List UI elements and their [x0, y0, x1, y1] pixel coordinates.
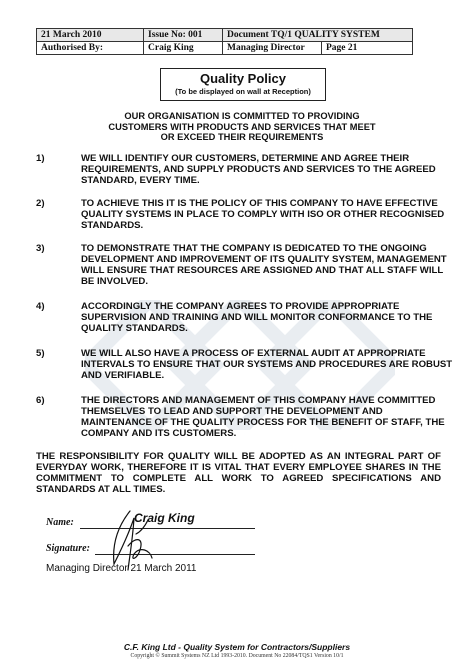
footer-title: C.F. King Ltd - Quality System for Contractors/Suppliers: [123, 642, 351, 652]
title-box: [160, 68, 326, 101]
document-header-table: [36, 28, 413, 55]
header-role: Managing Director: [223, 42, 322, 55]
signature-label: Signature:: [46, 543, 90, 554]
policy-item-text: WE WILL ALSO HAVE A PROCESS OF EXTERNAL AUDIT AT APPROPRIATE INTERVALS TO ENSURE THAT OUR SYSTEMS AND PROCEDURES ARE ROBUST AND VERIFIABLE.: [81, 348, 453, 381]
policy-item-number: 5): [36, 348, 45, 359]
footer-copyright: Copyright © Summit Systems NZ Ltd 1993-2010. Document No 22084/TQS1 Version 10/1: [130, 653, 344, 659]
signatory-name: Craig King: [134, 511, 195, 525]
page-title: Quality Policy: [200, 71, 286, 86]
page-subtitle: (To be displayed on wall at Reception): [175, 87, 311, 96]
policy-item-number: 6): [36, 395, 45, 406]
header-issue-no: Issue No: 001: [144, 29, 223, 42]
name-label: Name:: [46, 517, 74, 528]
header-date: 21 March 2010: [37, 29, 144, 42]
header-page: Page 21: [322, 42, 413, 55]
header-authorised-by: Craig King: [144, 42, 223, 55]
policy-item-number: 4): [36, 301, 45, 312]
header-authorised-by-label: Authorised By:: [37, 42, 144, 55]
policy-item-text: ACCORDINGLY THE COMPANY AGREES TO PROVIDE APPROPRIATE SUPERVISION AND TRAINING AND WILL MONITOR CONFORMANCE TO THE QUALITY STANDARDS.: [81, 301, 433, 334]
intro-statement: OUR ORGANISATION IS COMMITTED TO PROVIDING CUSTOMERS WITH PRODUCTS AND SERVICES THAT MEET OR EXCEED THEIR REQUIREMENTS: [108, 111, 376, 142]
policy-item-number: 3): [36, 243, 45, 254]
closing-statement: THE RESPONSIBILITY FOR QUALITY WILL BE ADOPTED AS AN INTEGRAL PART OF EVERYDAY WORK, THEREFORE IT IS VITAL THAT EVERY EMPLOYEE SHARES IN THE COMMITMENT TO COMPLETE ALL WORK TO AGREED SPECIFICATIONS AND STANDARDS AT ALL TIMES.: [36, 451, 441, 495]
policy-item-text: TO DEMONSTRATE THAT THE COMPANY IS DEDICATED TO THE ONGOING DEVELOPMENT AND IMPROVEMENT OF ITS QUALITY SYSTEM, MANAGEMENT WILL ENSURE THAT RESOURCES ARE ASSIGNED AND THAT ALL STAFF WILL BE INVOLVED.: [81, 243, 447, 287]
policy-item-text: TO ACHIEVE THIS IT IS THE POLICY OF THIS COMPANY TO HAVE EFFECTIVE QUALITY SYSTEMS IN PLACE TO COMPLY WITH ISO OR OTHER RECOGNISED STANDARDS.: [81, 198, 445, 231]
policy-item-text: THE DIRECTORS AND MANAGEMENT OF THIS COMPANY HAVE COMMITTED THEMSELVES TO LEAD AND SUPPORT THE DEVELOPMENT AND MAINTENANCE OF THE QUALITY PROCESS FOR THE BENEFIT OF STAFF, THE COMPANY AND ITS CUSTOMERS.: [81, 395, 445, 439]
policy-item-number: 1): [36, 153, 45, 164]
policy-item-text: WE WILL IDENTIFY OUR CUSTOMERS, DETERMINE AND AGREE THEIR REQUIREMENTS, AND SUPPLY PRODUCTS AND SERVICES TO THE AGREED STANDARD, EVERY TIME.: [81, 153, 436, 186]
role-and-date: Managing Director 21 March 2011: [46, 563, 197, 574]
header-document: Document TQ/1 QUALITY SYSTEM: [223, 29, 413, 42]
policy-item-number: 2): [36, 198, 45, 209]
